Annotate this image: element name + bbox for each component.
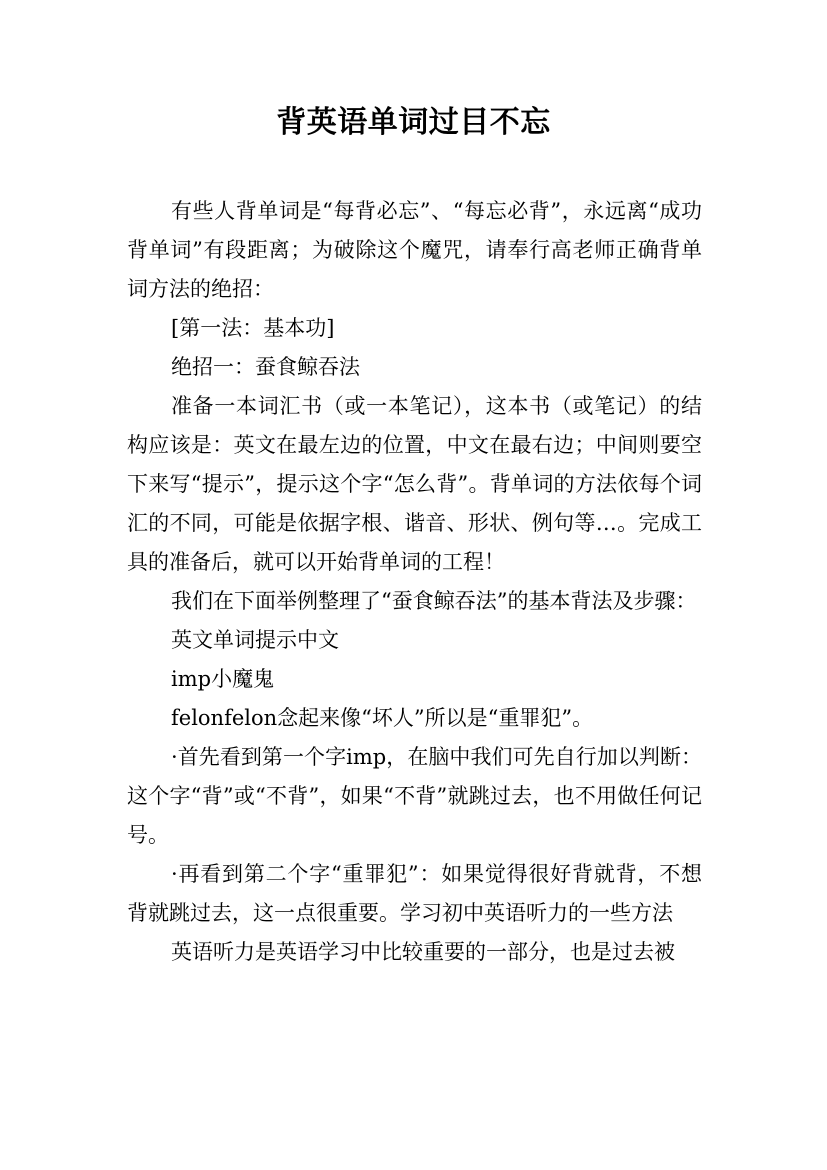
paragraph-example-intro: 我们在下面举例整理了“蚕食鲸吞法”的基本背法及步骤： [171,589,697,613]
paragraph-example-imp: imp小魔鬼 [171,667,275,691]
paragraph-step-two: ·再看到第二个字“重罪犯”：如果觉得很好背就背，不想背就跳过去，这一点很重要。学习初中英语听力的一些方法 [127,862,702,925]
paragraph-method-heading: 绝招一：蚕食鲸吞法 [171,355,360,379]
document-body [127,192,702,972]
paragraph-intro: 有些人背单词是“每背必忘”、“每忘必背”，永远离“成功背单词”有段距离；为破除这个魔咒，请奉行高老师正确背单词方法的绝招： [127,199,702,301]
paragraph-example-felon: felonfelon念起来像“坏人”所以是“重罪犯”。 [171,706,594,730]
paragraph-step-one: ·首先看到第一个字imp，在脑中我们可先自行加以判断：这个字“背”或“不背”，如果“不背”就跳过去，也不用做任何记号。 [127,745,702,847]
paragraph-example-header: 英文单词提示中文 [171,628,339,652]
paragraph-preparation: 准备一本词汇书（或一本笔记），这本书（或笔记）的结构应该是：英文在最左边的位置，中文在最右边；中间则要空下来写“提示”，提示这个字“怎么背”。背单词的方法依每个词汇的不同，可能是依据字根、谐音、形状、例句等…。完成工具的准备后，就可以开始背单词的工程！ [127,394,702,574]
paragraph-section-heading: [第一法：基本功] [171,316,335,340]
document-title: 背英语单词过目不忘 [276,105,551,140]
paragraph-listening: 英语听力是英语学习中比较重要的一部分，也是过去被 [171,940,675,964]
